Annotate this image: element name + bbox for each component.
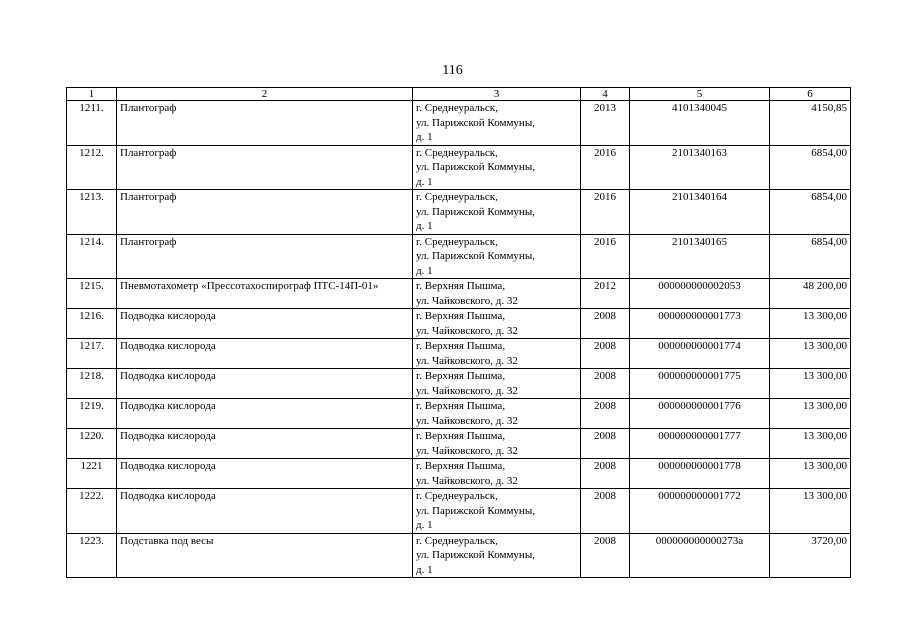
item-cost: 6854,00	[770, 234, 851, 279]
item-year: 2008	[581, 459, 630, 489]
table-row	[67, 190, 851, 235]
item-year: 2008	[581, 339, 630, 369]
inventory-number: 000000000002053	[630, 279, 770, 309]
item-name: Подводка кислорода	[117, 399, 413, 429]
item-year: 2016	[581, 234, 630, 279]
column-number-row	[67, 88, 851, 101]
address-line: д. 1	[416, 175, 433, 188]
item-year: 2016	[581, 190, 630, 235]
inventory-number: 4101340045	[630, 101, 770, 146]
table-row	[67, 429, 851, 459]
address-line: г. Верхняя Пышма,	[416, 280, 506, 292]
inventory-number: 000000000000273а	[630, 533, 770, 578]
inventory-number: 000000000001777	[630, 429, 770, 459]
address-line: ул. Чайковского, д. 32	[416, 444, 518, 457]
item-address	[413, 279, 581, 309]
inventory-number: 000000000001776	[630, 399, 770, 429]
item-cost: 13 300,00	[770, 489, 851, 534]
address-line: г. Верхняя Пышма,	[416, 430, 506, 442]
item-cost: 48 200,00	[770, 279, 851, 309]
row-number: 1223.	[67, 533, 117, 578]
item-cost: 13 300,00	[770, 309, 851, 339]
item-address	[413, 429, 581, 459]
item-name: Подводка кислорода	[117, 309, 413, 339]
item-name: Подставка под весы	[117, 533, 413, 578]
address-line: г. Среднеуральск,	[416, 146, 498, 159]
item-year: 2008	[581, 533, 630, 578]
address-line: ул. Парижской Коммуны,	[416, 250, 535, 262]
address-line: ул. Чайковского, д. 32	[416, 414, 518, 427]
item-name: Подводка кислорода	[117, 429, 413, 459]
address-line: г. Среднеуральск,	[416, 191, 498, 203]
inventory-number: 2101340165	[630, 234, 770, 279]
column-header: 6	[770, 88, 851, 101]
item-name: Подводка кислорода	[117, 459, 413, 489]
column-header: 2	[117, 88, 413, 101]
table-row	[67, 101, 851, 146]
inventory-number: 000000000001773	[630, 309, 770, 339]
address-line: г. Верхняя Пышма,	[416, 370, 506, 382]
item-address	[413, 190, 581, 235]
row-number: 1218.	[67, 369, 117, 399]
item-year: 2008	[581, 369, 630, 399]
address-line: д. 1	[416, 264, 433, 277]
address-line: г. Верхняя Пышма,	[416, 310, 506, 322]
row-number: 1221	[67, 459, 117, 489]
row-number: 1214.	[67, 234, 117, 279]
address-line: ул. Чайковского, д. 32	[416, 474, 518, 487]
item-address	[413, 533, 581, 578]
item-address	[413, 145, 581, 190]
row-number: 1220.	[67, 429, 117, 459]
column-header: 4	[581, 88, 630, 101]
address-line: г. Верхняя Пышма,	[416, 400, 506, 412]
row-number: 1222.	[67, 489, 117, 534]
address-line: д. 1	[416, 131, 433, 143]
column-header: 5	[630, 88, 770, 101]
item-year: 2012	[581, 279, 630, 309]
table-row	[67, 369, 851, 399]
item-cost: 13 300,00	[770, 399, 851, 429]
address-line: ул. Чайковского, д. 32	[416, 294, 518, 307]
table-row	[67, 279, 851, 309]
item-name: Подводка кислорода	[117, 369, 413, 399]
row-number: 1217.	[67, 339, 117, 369]
table-row	[67, 533, 851, 578]
address-line: г. Среднеуральск,	[416, 102, 498, 114]
address-line: г. Среднеуральск,	[416, 490, 498, 502]
column-header: 3	[413, 88, 581, 101]
table-row	[67, 399, 851, 429]
address-line: ул. Чайковского, д. 32	[416, 324, 518, 337]
item-cost: 6854,00	[770, 190, 851, 235]
inventory-number: 000000000001775	[630, 369, 770, 399]
table-row	[67, 339, 851, 369]
address-line: г. Верхняя Пышма,	[416, 340, 506, 352]
item-address	[413, 489, 581, 534]
item-name: Пневмотахометр «Прессотахоспирограф ПТС-14П-01»	[117, 279, 413, 309]
item-address	[413, 234, 581, 279]
row-number: 1212.	[67, 145, 117, 190]
item-cost: 6854,00	[770, 145, 851, 190]
address-line: ул. Парижской Коммуны,	[416, 205, 535, 218]
inventory-number: 000000000001778	[630, 459, 770, 489]
table-row	[67, 145, 851, 190]
row-number: 1211.	[67, 101, 117, 146]
property-registry-table	[66, 87, 851, 578]
table-row	[67, 234, 851, 279]
page-number: 116	[442, 63, 463, 78]
table-body	[67, 101, 851, 578]
address-line: ул. Парижской Коммуны,	[416, 116, 535, 129]
item-cost: 3720,00	[770, 533, 851, 578]
address-line: ул. Парижской Коммуны,	[416, 504, 535, 517]
item-name: Плантограф	[117, 190, 413, 235]
inventory-number: 000000000001772	[630, 489, 770, 534]
row-number: 1215.	[67, 279, 117, 309]
item-cost: 13 300,00	[770, 339, 851, 369]
table-row	[67, 459, 851, 489]
item-address	[413, 369, 581, 399]
item-address	[413, 399, 581, 429]
address-line: д. 1	[416, 220, 433, 232]
address-line: ул. Парижской Коммуны,	[416, 161, 535, 173]
item-year: 2013	[581, 101, 630, 146]
item-name: Плантограф	[117, 101, 413, 146]
address-line: г. Среднеуральск,	[416, 534, 498, 547]
item-cost: 13 300,00	[770, 429, 851, 459]
table-row	[67, 309, 851, 339]
address-line: г. Верхняя Пышма,	[416, 460, 506, 472]
inventory-number: 2101340163	[630, 145, 770, 190]
address-line: г. Среднеуральск,	[416, 235, 498, 248]
item-name: Подводка кислорода	[117, 489, 413, 534]
item-address	[413, 339, 581, 369]
item-cost: 13 300,00	[770, 459, 851, 489]
inventory-number: 2101340164	[630, 190, 770, 235]
item-address	[413, 101, 581, 146]
row-number: 1216.	[67, 309, 117, 339]
row-number: 1219.	[67, 399, 117, 429]
item-year: 2008	[581, 429, 630, 459]
address-line: ул. Чайковского, д. 32	[416, 354, 518, 367]
inventory-number: 000000000001774	[630, 339, 770, 369]
item-address	[413, 309, 581, 339]
item-year: 2008	[581, 489, 630, 534]
address-line: ул. Парижской Коммуны,	[416, 549, 535, 561]
address-line: д. 1	[416, 519, 433, 531]
item-name: Плантограф	[117, 145, 413, 190]
column-header: 1	[67, 88, 117, 101]
address-line: ул. Чайковского, д. 32	[416, 384, 518, 397]
item-cost: 13 300,00	[770, 369, 851, 399]
item-name: Подводка кислорода	[117, 339, 413, 369]
item-cost: 4150,85	[770, 101, 851, 146]
item-name: Плантограф	[117, 234, 413, 279]
item-year: 2008	[581, 399, 630, 429]
item-year: 2008	[581, 309, 630, 339]
row-number: 1213.	[67, 190, 117, 235]
address-line: д. 1	[416, 563, 433, 576]
item-year: 2016	[581, 145, 630, 190]
item-address	[413, 459, 581, 489]
table-row	[67, 489, 851, 534]
